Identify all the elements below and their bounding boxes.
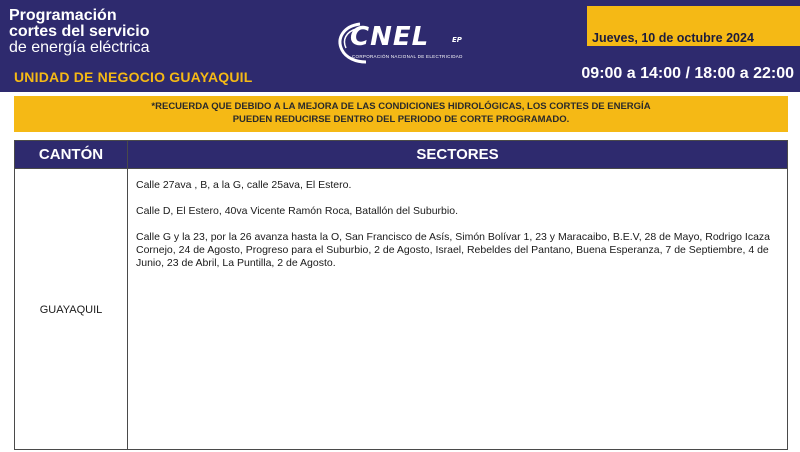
header-banner	[0, 0, 800, 92]
title-line-3: de energía eléctrica	[9, 39, 150, 56]
notice-banner	[14, 96, 788, 132]
notice-line-2: PUEDEN REDUCIRSE DENTRO DEL PERIODO DE CORTE PROGRAMADO.	[232, 114, 570, 125]
sector-entry: Calle 27ava , B, a la G, calle 25ava, El Estero.	[136, 179, 352, 191]
canton-cell	[15, 170, 127, 449]
column-divider	[127, 141, 128, 449]
cnel-logo	[330, 16, 480, 68]
logo-subtitle: CORPORACIÓN NACIONAL DE ELECTRICIDAD	[352, 54, 463, 59]
table-header	[15, 141, 787, 169]
outage-table	[14, 140, 788, 450]
sectores-cell	[136, 179, 776, 283]
sector-entry: Calle D, El Estero, 40va Vicente Ramón Roca, Batallón del Suburbio.	[136, 205, 458, 217]
logo-wordmark: CNEL	[350, 22, 430, 52]
title-line-2: cortes del servicio	[9, 23, 150, 40]
canton-name: GUAYAQUIL	[39, 303, 103, 316]
time-range: 09:00 a 14:00 / 18:00 a 22:00	[581, 65, 794, 82]
header-canton: CANTÓN	[38, 146, 104, 163]
logo-suffix: EP	[452, 36, 462, 44]
date-badge	[587, 6, 800, 46]
business-unit-label: UNIDAD DE NEGOCIO GUAYAQUIL	[14, 69, 253, 85]
sector-entry: Calle G y la 23, por la 26 avanza hasta la O, San Francisco de Asís, Simón Bolívar 1, 23 y Maracaibo, B.E.V, 28 de Mayo, Rodrigo Icaza Cornejo, 24 de Agosto, Progreso para el Suburbio, 2 de Agosto, Israel, Rebeldes del Pantano, Buena Esperanza, 7 de Septiembre, 4 de Junio, 23 de Abril, La Puntilla, 2 de Agosto.	[136, 231, 771, 269]
date-text: Jueves, 10 de octubre 2024	[592, 31, 754, 45]
program-title	[9, 8, 150, 56]
title-line-1: Programación	[9, 7, 117, 24]
header-sectores: SECTORES	[416, 146, 499, 163]
notice-line-1: *RECUERDA QUE DEBIDO A LA MEJORA DE LAS CONDICIONES HIDROLÓGICAS, LOS CORTES DE ENERGÍA	[151, 101, 651, 112]
